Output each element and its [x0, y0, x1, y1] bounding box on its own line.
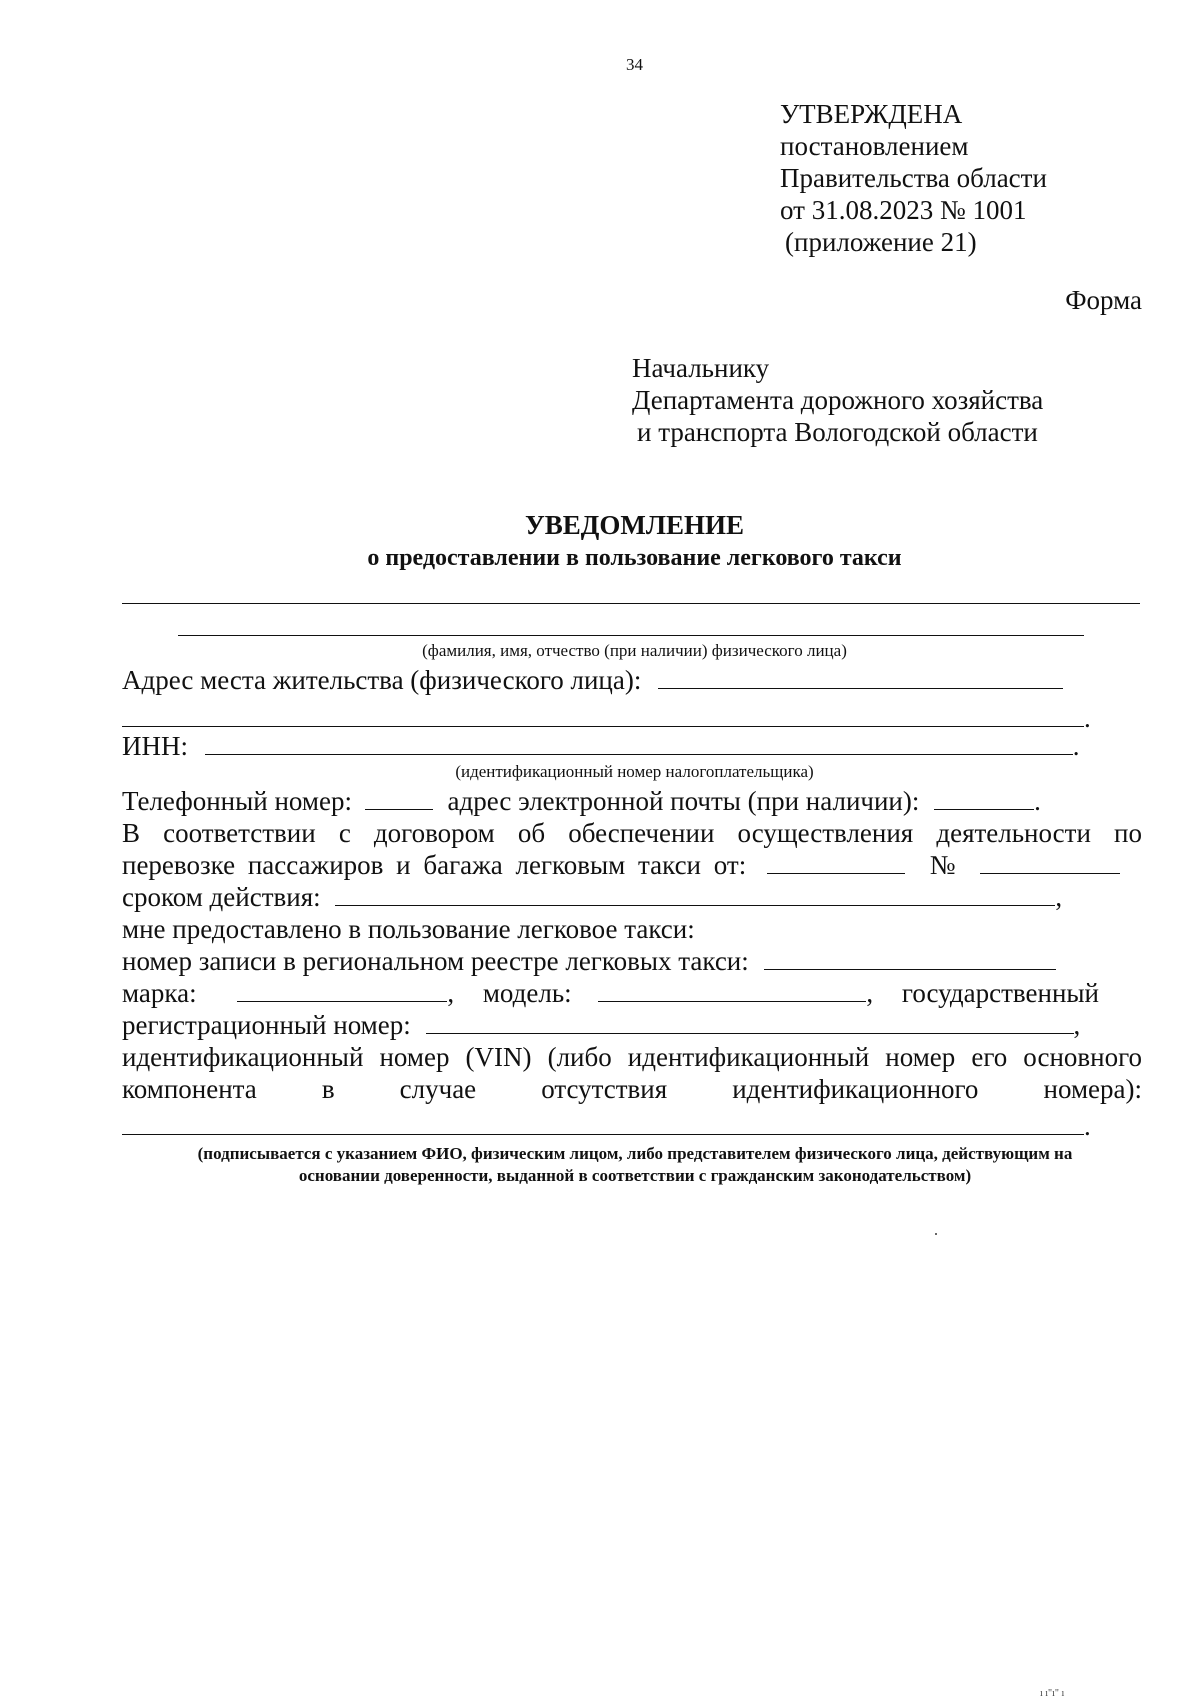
footnote-line-2: основании доверенности, выданной в соответствии с гражданским законодательством)	[298, 1166, 972, 1185]
addressee-line-3: и транспорта Вологодской области	[637, 417, 1038, 447]
regnum-label: регистрационный номер:	[122, 1010, 411, 1040]
inn-field[interactable]	[205, 732, 1073, 755]
form-label: Форма	[1065, 285, 1142, 315]
contract-row-1: В соответствии с договором об обеспечении осуществления деятельности по	[122, 818, 1142, 848]
inn-row	[122, 730, 1142, 762]
contract-date-field[interactable]	[767, 851, 905, 874]
inn-end-dot: .	[1072, 731, 1080, 761]
address-field-2[interactable]	[122, 704, 1084, 727]
brand-label: марка:	[122, 978, 197, 1008]
model-field[interactable]	[598, 979, 866, 1002]
vin-end-dot: .	[1084, 1111, 1091, 1141]
registry-field[interactable]	[764, 947, 1056, 970]
approval-line-1: УТВЕРЖДЕНА	[780, 99, 963, 129]
document-subtitle: о предоставлении в пользование легкового такси	[367, 545, 902, 571]
email-label: адрес электронной почты (при наличии):	[447, 786, 920, 816]
applicant-line-2[interactable]	[178, 635, 1084, 636]
email-field[interactable]	[934, 787, 1034, 810]
address-field[interactable]	[658, 666, 1063, 689]
contract-number-field[interactable]	[980, 851, 1120, 874]
phone-field[interactable]	[365, 787, 433, 810]
provided-row: мне предоставлено в пользование легковое такси:	[122, 914, 695, 944]
contacts-end-dot: .	[1034, 786, 1041, 816]
number-sign: №	[929, 850, 956, 880]
page-number: 34	[626, 55, 643, 74]
approval-line-5: (приложение 21)	[785, 227, 977, 257]
vin-field[interactable]	[122, 1112, 1084, 1135]
contract-label: перевозке пассажиров и багажа легковым такси от:	[122, 850, 747, 880]
applicant-line-1[interactable]	[122, 603, 1140, 604]
approval-line-3: Правительства области	[780, 163, 1047, 193]
footnote-line-1: (подписывается с указанием ФИО, физическим лицом, либо представителем физического лица, действующим на	[197, 1144, 1073, 1163]
addressee-line-2: Департамента дорожного хозяйства	[632, 385, 1044, 415]
registry-label: номер записи в региональном реестре легковых такси:	[122, 946, 749, 976]
vin-row-3	[122, 1110, 1142, 1142]
inn-caption: (идентификационный номер налогоплательщика)	[455, 762, 814, 781]
approval-line-4: от 31.08.2023 № 1001	[780, 195, 1027, 225]
regnum-field[interactable]	[426, 1011, 1074, 1034]
registry-row	[122, 945, 1142, 977]
vin-row-1: идентификационный номер (VIN) (либо идентификационный номер его основного	[122, 1042, 1142, 1072]
scan-speck	[935, 1233, 937, 1235]
model-label: , модель:	[447, 978, 572, 1008]
term-label: сроком действия:	[122, 882, 321, 912]
contract-row-2	[122, 849, 1142, 881]
vin-row-2: компонента в случае отсутствия идентификационного номера):	[122, 1074, 1142, 1104]
signature-footnote	[130, 1143, 1140, 1187]
state-label: , государственный	[866, 978, 1099, 1008]
address-label: Адрес места жительства (физического лица):	[122, 665, 642, 695]
brand-field[interactable]	[237, 979, 447, 1002]
term-end-comma: ,	[1055, 882, 1063, 912]
addressee-block	[632, 352, 1043, 448]
fio-caption: (фамилия, имя, отчество (при наличии) физического лица)	[422, 641, 847, 660]
regnum-row	[122, 1009, 1142, 1041]
address-row	[122, 664, 1142, 696]
address-end-dot: .	[1084, 703, 1091, 733]
approval-stamp	[780, 98, 1047, 258]
addressee-line-1: Начальнику	[632, 353, 770, 383]
phone-label: Телефонный номер:	[122, 786, 352, 816]
contacts-row	[122, 785, 1142, 817]
inn-label: ИНН:	[122, 731, 188, 761]
approval-line-2: постановлением	[780, 131, 969, 161]
regnum-end-comma: ,	[1073, 1010, 1081, 1040]
term-row	[122, 881, 1142, 913]
vehicle-row	[122, 977, 1142, 1009]
term-field[interactable]	[335, 883, 1055, 906]
scan-mark: ı ı"ı" ı	[1040, 1688, 1065, 1699]
document-title: УВЕДОМЛЕНИЕ	[524, 510, 745, 540]
